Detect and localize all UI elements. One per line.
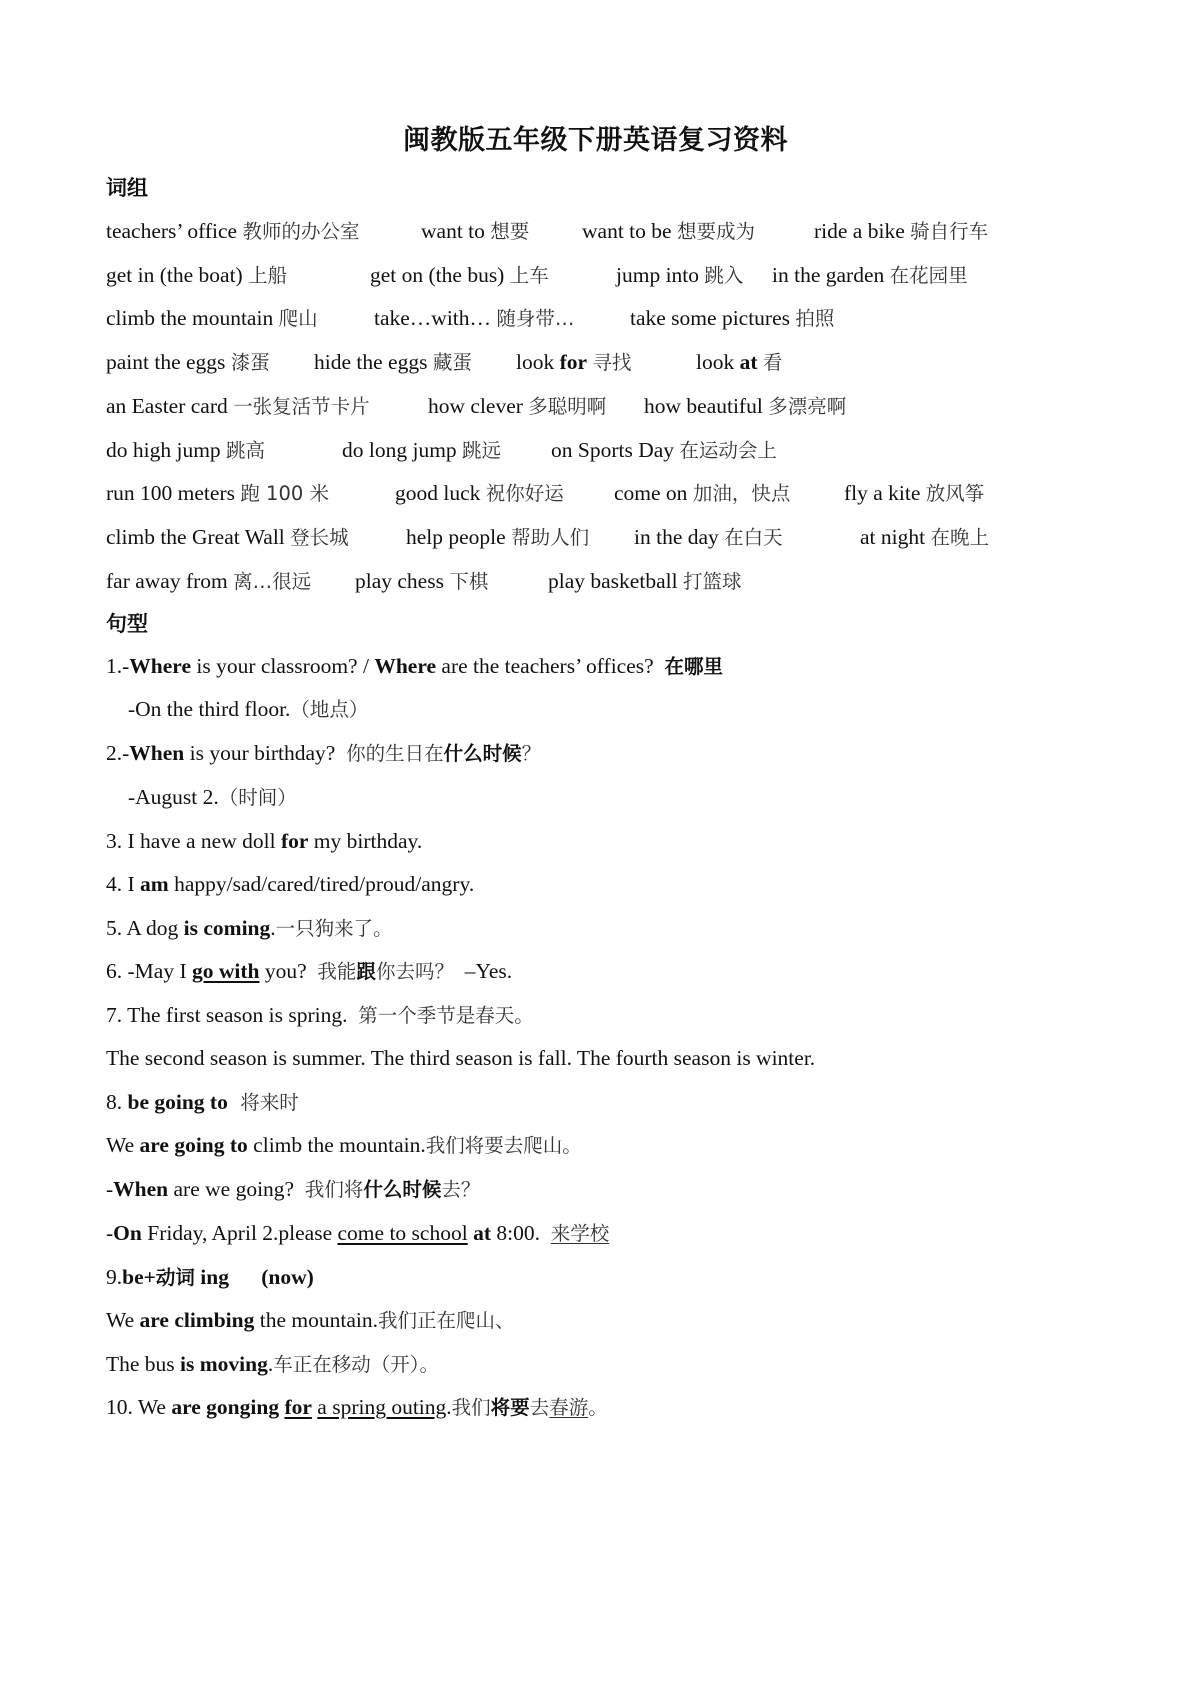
phrase-item bbox=[106, 478, 329, 509]
phrase-chinese: 在花园里 bbox=[889, 263, 968, 287]
keyword: are going to bbox=[139, 1133, 248, 1157]
phrase-english: ride a bike bbox=[814, 219, 905, 243]
translation: 我们将要去爬山。 bbox=[425, 1134, 582, 1157]
sentence-text: is your birthday? bbox=[184, 741, 347, 765]
translation: 第一个季节是春天。 bbox=[358, 1004, 534, 1027]
phrase-chinese: 在白天 bbox=[724, 525, 783, 549]
keyword: When bbox=[129, 741, 185, 765]
phrase-english: do long jump bbox=[342, 437, 457, 462]
phrase-chinese: 在晚上 bbox=[930, 525, 989, 549]
sentence-4 bbox=[106, 869, 474, 899]
phrase-item bbox=[614, 478, 790, 509]
keyword: On bbox=[113, 1221, 142, 1245]
phrase-item bbox=[370, 260, 549, 291]
keyword-note: (now) bbox=[228, 1265, 314, 1289]
sentence-1-answer bbox=[128, 694, 368, 725]
sentence-text: We bbox=[106, 1308, 140, 1332]
phrase-english: teachers’ office bbox=[106, 219, 238, 243]
phrase-row bbox=[106, 478, 1004, 508]
sentence-text: 4. I bbox=[106, 872, 141, 896]
sentence-text: - bbox=[106, 1221, 114, 1245]
sentence-10 bbox=[106, 1392, 608, 1423]
phrase-item bbox=[644, 391, 846, 422]
phrase-english: at night bbox=[860, 524, 926, 549]
phrase-item bbox=[421, 216, 529, 247]
sentence-text: 8:00. bbox=[490, 1221, 551, 1245]
translation: 。 bbox=[588, 1396, 608, 1419]
phrase-chinese: 拍照 bbox=[795, 307, 835, 331]
phrase-item bbox=[630, 303, 834, 334]
translation-keyword: 跟 bbox=[356, 960, 376, 983]
sentence-9-example-2 bbox=[106, 1349, 439, 1380]
phrase-english: climb the Great Wall bbox=[106, 524, 285, 549]
phrase-english: hide the eggs bbox=[314, 350, 428, 375]
translation: 我们 bbox=[451, 1396, 491, 1419]
phrase-english: in the day bbox=[634, 524, 719, 549]
sentence-text: happy/sad/cared/tired/proud/angry. bbox=[168, 872, 475, 896]
keyword: are climbing bbox=[139, 1308, 255, 1332]
phrase-chinese: 在运动会上 bbox=[679, 438, 777, 462]
phrase-english: want to bbox=[421, 219, 485, 243]
phrase-chinese: 想要 bbox=[490, 220, 530, 243]
sentence-8 bbox=[106, 1087, 299, 1118]
phrase-english: want to be bbox=[582, 219, 672, 243]
sentence-text: - bbox=[106, 1177, 114, 1201]
translation: 将来时 bbox=[227, 1091, 299, 1114]
phrase-item bbox=[696, 347, 782, 378]
phrase-row bbox=[106, 566, 1004, 596]
phrase-english: jump into bbox=[616, 262, 700, 287]
sentence-number: 2.- bbox=[106, 741, 130, 765]
phrase-chinese: 骑自行车 bbox=[910, 220, 989, 243]
sentence-7-continued bbox=[106, 1043, 815, 1073]
phrase-english: climb the mountain bbox=[106, 306, 274, 331]
section-heading-sentences: 句型 bbox=[106, 612, 148, 636]
sentence-number: 9. bbox=[106, 1265, 123, 1289]
phrase-item bbox=[406, 522, 589, 553]
underlined-phrase: come to school bbox=[337, 1221, 468, 1245]
phrase-item bbox=[516, 347, 631, 378]
keyword: for bbox=[280, 829, 309, 853]
phrase-english: look bbox=[516, 350, 560, 375]
phrase-chinese: 跳高 bbox=[226, 438, 266, 462]
phrase-chinese: 漆蛋 bbox=[230, 351, 270, 375]
translation: 在哪里 bbox=[664, 655, 723, 678]
phrase-row bbox=[106, 435, 1004, 465]
keyword: am bbox=[140, 872, 169, 896]
phrase-item bbox=[772, 260, 968, 291]
translation-underlined: 来学校 bbox=[550, 1222, 610, 1245]
sentence-text: 7. The first season is spring. bbox=[106, 1003, 359, 1027]
phrase-keyword: for bbox=[559, 350, 588, 375]
phrase-chinese: 打篮球 bbox=[682, 569, 742, 593]
phrase-item bbox=[106, 216, 360, 247]
phrase-chinese: 教师的办公室 bbox=[242, 220, 360, 243]
translation: （时间） bbox=[218, 786, 297, 809]
translation-underlined: 春游 bbox=[549, 1396, 589, 1419]
keyword: Where bbox=[129, 654, 191, 678]
keyword: are gonging bbox=[171, 1395, 280, 1419]
translation-keyword: 什么时候 bbox=[363, 1178, 442, 1201]
sentence-8-example bbox=[106, 1130, 582, 1161]
keyword: at bbox=[473, 1221, 491, 1245]
phrase-english: good luck bbox=[395, 481, 481, 506]
phrase-chinese: 加油，快点 bbox=[692, 482, 791, 506]
sentence-8-question bbox=[106, 1174, 480, 1205]
sentence-5 bbox=[106, 913, 393, 944]
phrase-english: take some pictures bbox=[630, 306, 791, 331]
sentence-text: are the teachers’ offices? bbox=[436, 654, 665, 678]
keyword-underlined: go with bbox=[191, 959, 260, 983]
phrase-chinese: 祝你好运 bbox=[485, 482, 564, 506]
keyword-zh: 动词 bbox=[155, 1266, 195, 1289]
phrase-chinese: 离…很远 bbox=[233, 569, 312, 593]
phrase-item bbox=[548, 566, 741, 597]
sentence-3 bbox=[106, 826, 422, 856]
phrase-english: on Sports Day bbox=[551, 437, 675, 462]
sentence-text: climb the mountain. bbox=[247, 1133, 426, 1157]
phrase-chinese: 多聪明啊 bbox=[528, 394, 607, 418]
phrase-english: look bbox=[696, 350, 740, 375]
keyword: When bbox=[113, 1177, 169, 1201]
sentence-text: 5. A dog bbox=[106, 916, 184, 940]
phrase-english: far away from bbox=[106, 568, 228, 593]
phrase-item bbox=[374, 303, 574, 334]
keyword: Where bbox=[374, 654, 437, 678]
phrase-item bbox=[106, 303, 318, 334]
phrase-item bbox=[616, 260, 743, 291]
sentence-text: 6. -May I bbox=[106, 959, 192, 983]
sentence-2-answer bbox=[128, 782, 297, 813]
sentence-text: you? bbox=[259, 959, 318, 983]
document-title: 闽教版五年级下册英语复习资料 bbox=[403, 125, 788, 156]
translation-keyword: 什么时候 bbox=[443, 742, 522, 765]
sentence-text: 10. We bbox=[106, 1395, 172, 1419]
phrase-item bbox=[428, 391, 606, 422]
keyword: ing bbox=[194, 1265, 229, 1289]
translation: （地点） bbox=[290, 698, 369, 721]
translation: 一只狗来了。 bbox=[275, 917, 393, 940]
sentence-text: my birthday. bbox=[308, 829, 423, 853]
phrase-english: run 100 meters bbox=[106, 481, 235, 506]
phrase-chinese: 藏蛋 bbox=[432, 351, 472, 375]
phrase-chinese: 帮助人们 bbox=[511, 525, 590, 549]
sentence-text: is your classroom? / bbox=[191, 654, 375, 678]
phrase-item bbox=[551, 435, 777, 466]
translation: 你去吗？ bbox=[375, 960, 454, 983]
underlined-phrase: a spring outing bbox=[317, 1395, 447, 1419]
sentence-6 bbox=[106, 956, 512, 987]
phrase-item bbox=[106, 566, 311, 597]
phrase-english: get on (the bus) bbox=[370, 262, 505, 287]
keyword: is coming bbox=[183, 916, 271, 940]
phrase-chinese: 多漂亮啊 bbox=[768, 394, 847, 418]
sentence-text: . bbox=[446, 1395, 452, 1419]
phrase-english: take…with… bbox=[374, 306, 492, 331]
phrase-chinese: 上船 bbox=[248, 263, 288, 287]
phrase-chinese: 上车 bbox=[509, 263, 549, 287]
phrase-row bbox=[106, 303, 1004, 333]
phrase-item bbox=[106, 435, 265, 466]
sentence-2 bbox=[106, 738, 541, 769]
sentence-text: 3. I have a new doll bbox=[106, 829, 281, 853]
sentence-text: . bbox=[270, 916, 276, 940]
phrase-chinese: 登长城 bbox=[290, 525, 349, 549]
phrase-row bbox=[106, 522, 1004, 552]
phrase-chinese: 下棋 bbox=[449, 569, 489, 593]
phrase-row bbox=[106, 347, 1004, 377]
sentence-text: –Yes. bbox=[453, 959, 513, 983]
phrase-item bbox=[106, 260, 287, 291]
keyword: be going to bbox=[127, 1090, 228, 1114]
phrase-chinese: 一张复活节卡片 bbox=[233, 394, 370, 418]
sentence-text: -August 2. bbox=[128, 785, 219, 809]
translation: 我们正在爬山、 bbox=[377, 1309, 515, 1332]
phrase-item bbox=[342, 435, 501, 466]
phrase-item bbox=[355, 566, 488, 597]
phrase-english: play chess bbox=[355, 568, 444, 593]
phrase-english: get in (the boat) bbox=[106, 262, 243, 287]
phrase-item bbox=[106, 347, 270, 378]
phrase-item bbox=[106, 522, 349, 553]
phrase-chinese: 寻找 bbox=[592, 351, 632, 375]
sentence-text: the mountain. bbox=[254, 1308, 378, 1332]
phrase-english: come on bbox=[614, 481, 688, 506]
phrase-chinese: 跳入 bbox=[704, 263, 744, 287]
sentence-text: The bus bbox=[106, 1352, 181, 1376]
sentence-7 bbox=[106, 1000, 534, 1031]
sentence-number: 1.- bbox=[106, 654, 130, 678]
phrase-row bbox=[106, 391, 1004, 421]
section-heading-phrases: 词组 bbox=[106, 176, 148, 200]
translation: 去 bbox=[529, 1396, 550, 1419]
phrase-english: paint the eggs bbox=[106, 350, 226, 375]
phrase-chinese: 随身带… bbox=[496, 307, 575, 331]
sentence-1 bbox=[106, 651, 723, 682]
translation: ？ bbox=[521, 742, 542, 765]
keyword: is moving bbox=[180, 1352, 268, 1376]
phrase-chinese: 想要成为 bbox=[676, 220, 755, 243]
phrase-item bbox=[844, 478, 984, 509]
phrase-item bbox=[314, 347, 472, 378]
phrase-item bbox=[395, 478, 564, 509]
phrase-item bbox=[634, 522, 783, 553]
sentence-text: -On the third floor. bbox=[128, 697, 291, 721]
phrase-english: help people bbox=[406, 524, 506, 549]
phrase-english: how beautiful bbox=[644, 393, 763, 418]
phrase-english: fly a kite bbox=[844, 481, 921, 506]
phrase-english: how clever bbox=[428, 393, 523, 418]
phrase-chinese: 放风筝 bbox=[925, 482, 985, 506]
phrase-item bbox=[860, 522, 989, 553]
sentence-text: are we going? bbox=[168, 1177, 305, 1201]
translation: 车正在移动（开）。 bbox=[273, 1353, 439, 1376]
keyword-underlined: for bbox=[284, 1395, 312, 1419]
phrase-row bbox=[106, 260, 1004, 290]
translation: 我能 bbox=[317, 960, 357, 983]
phrase-row bbox=[106, 216, 1004, 246]
phrase-chinese: 看 bbox=[762, 351, 783, 375]
translation: 去？ bbox=[441, 1178, 481, 1201]
sentence-9-example-1 bbox=[106, 1305, 514, 1336]
translation-keyword: 将要 bbox=[490, 1396, 530, 1419]
sentence-text: . bbox=[267, 1352, 274, 1376]
phrase-item bbox=[814, 216, 988, 247]
phrase-english: play basketball bbox=[548, 568, 678, 593]
phrase-chinese: 跑 100 米 bbox=[240, 482, 329, 506]
sentence-text: The second season is summer. The third season is fall. The fourth season is winter. bbox=[106, 1046, 816, 1070]
phrase-keyword: at bbox=[739, 350, 758, 375]
phrase-item bbox=[582, 216, 755, 247]
sentence-number: 8. bbox=[106, 1090, 128, 1114]
phrase-chinese: 爬山 bbox=[278, 307, 318, 331]
sentence-text: We bbox=[106, 1133, 140, 1157]
sentence-8-answer bbox=[106, 1218, 609, 1249]
phrase-english: do high jump bbox=[106, 437, 221, 462]
translation: 你的生日在 bbox=[346, 742, 444, 765]
phrase-english: an Easter card bbox=[106, 393, 228, 418]
keyword: be+ bbox=[122, 1265, 156, 1289]
sentence-9 bbox=[106, 1262, 314, 1293]
translation: 我们将 bbox=[304, 1178, 364, 1201]
sentence-text: Friday, April 2.please bbox=[141, 1221, 338, 1245]
phrase-item bbox=[106, 391, 370, 422]
phrase-chinese: 跳远 bbox=[462, 438, 502, 462]
phrase-english: in the garden bbox=[772, 262, 885, 287]
